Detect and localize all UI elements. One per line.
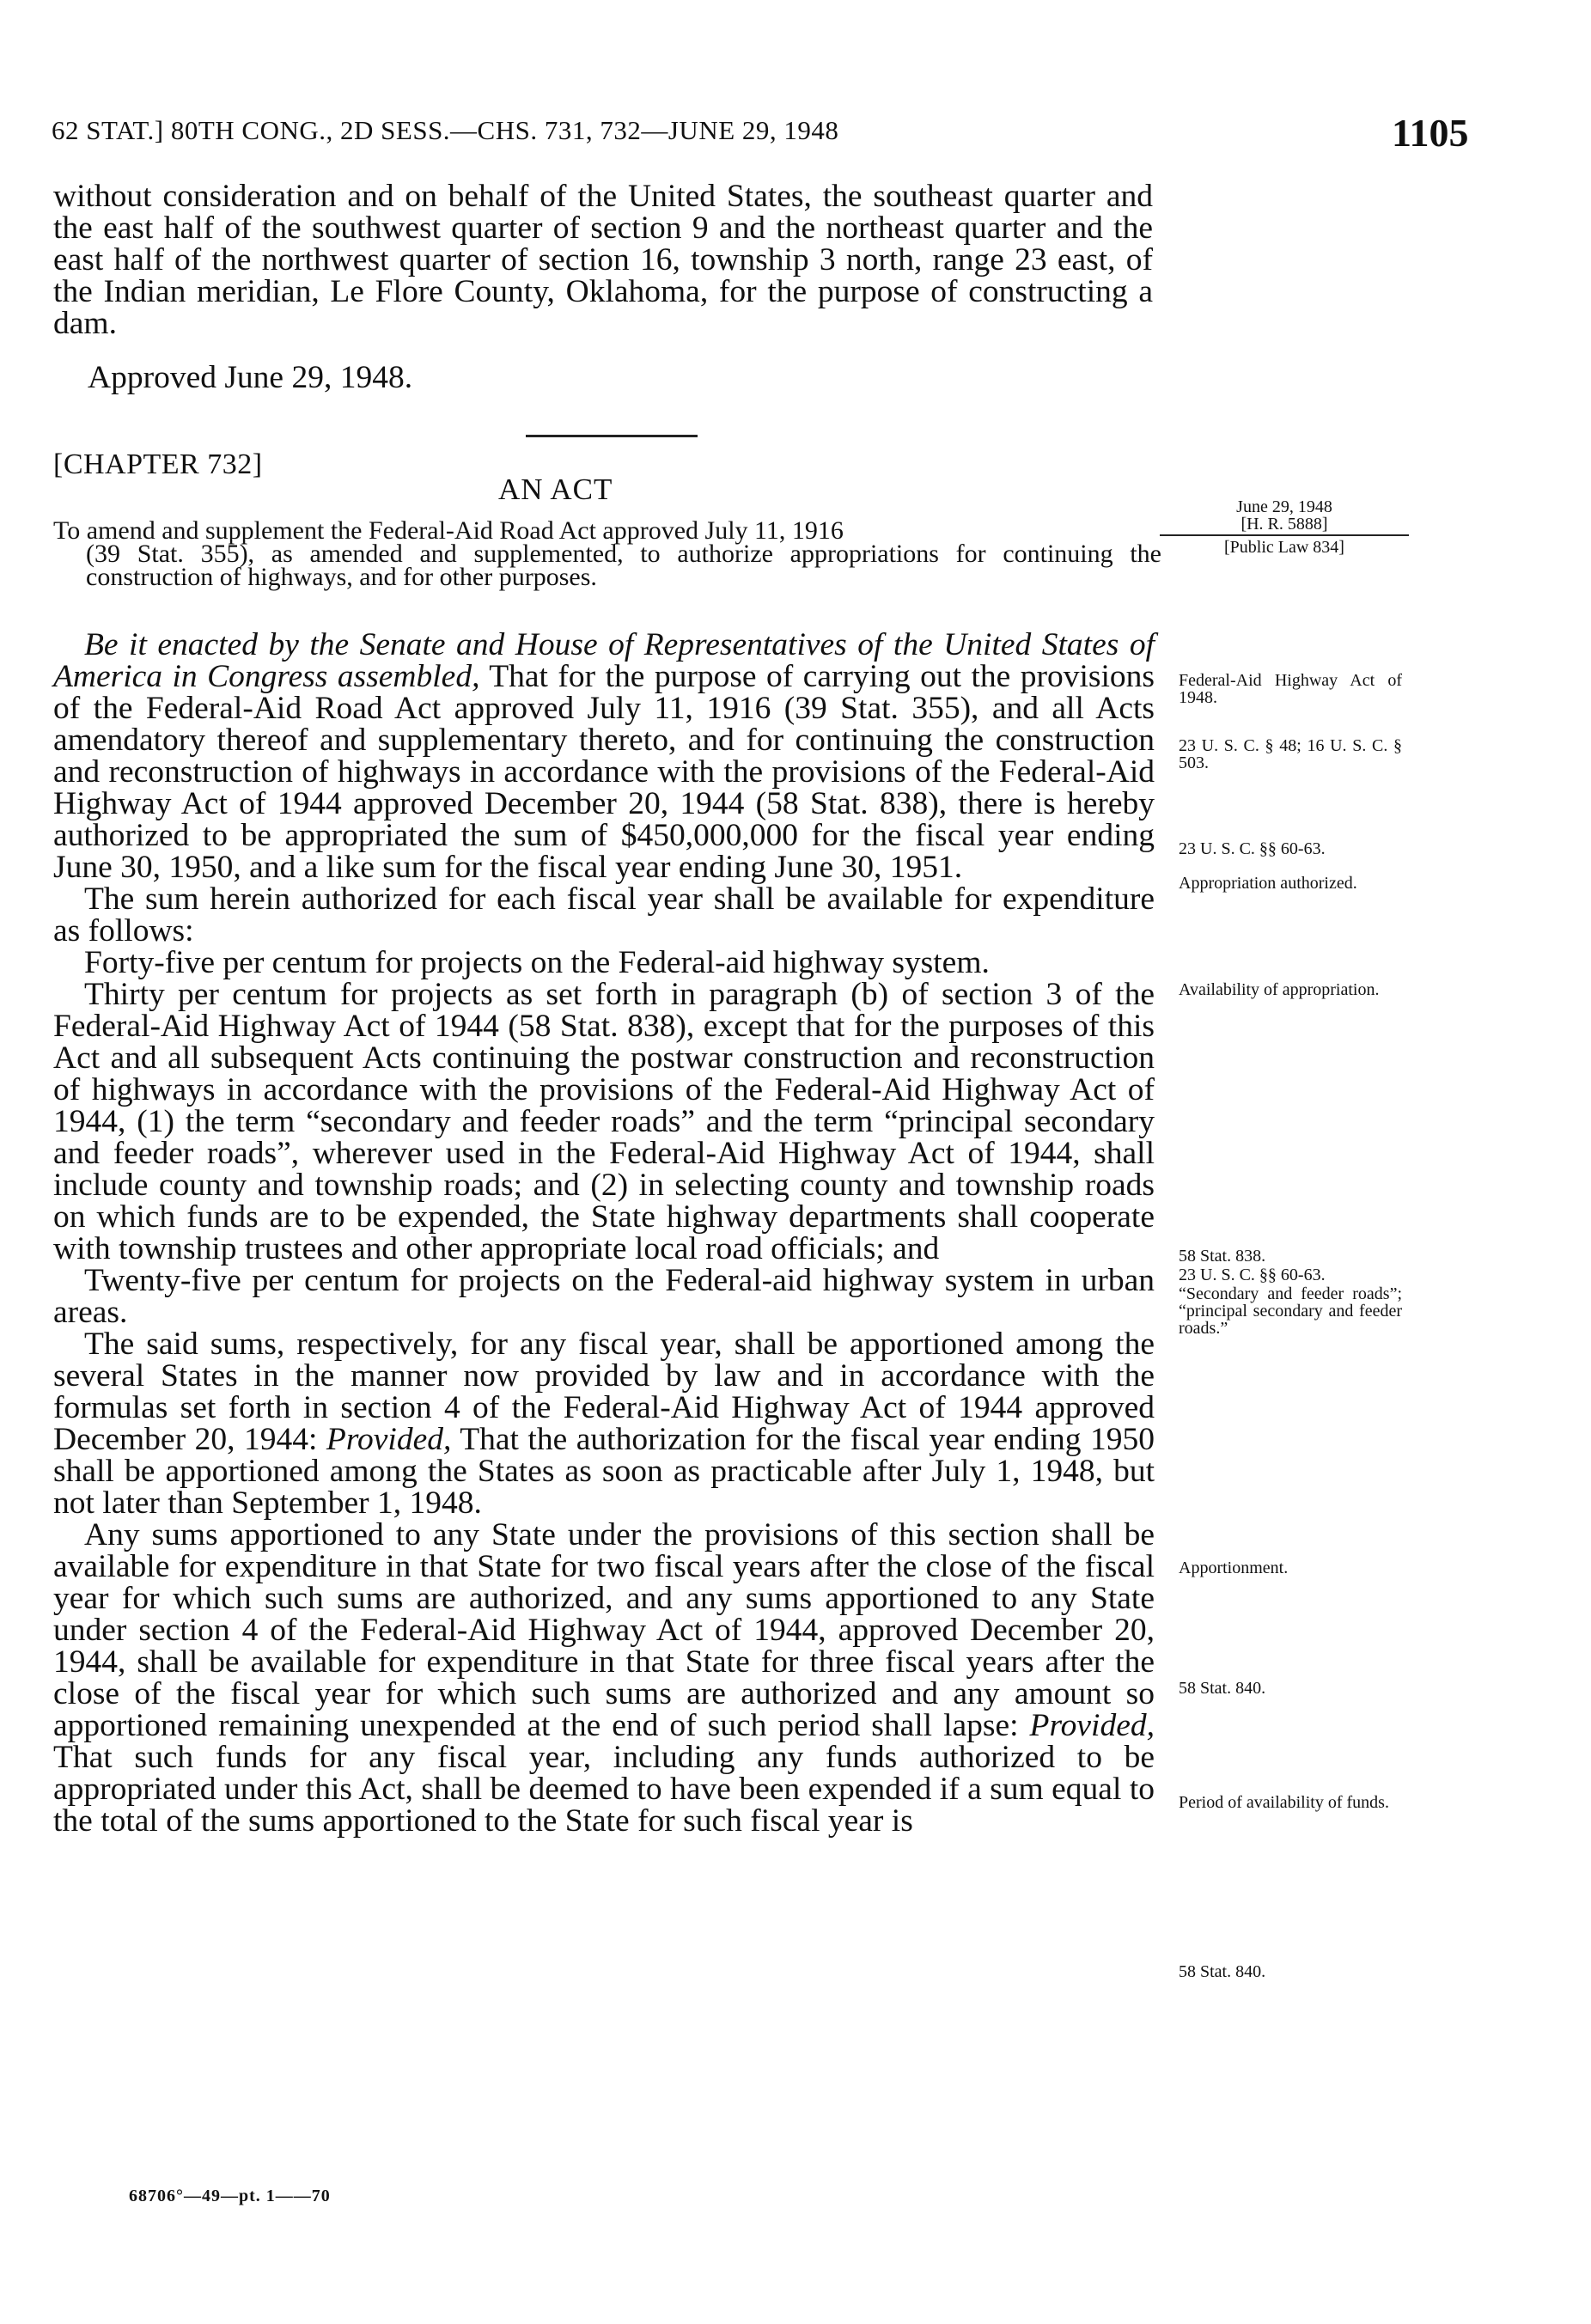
page-header [52, 110, 1469, 155]
sidenote-period: Period of availability of funds. [1179, 1793, 1389, 1812]
sidenote-appropriation: Appropriation authorized. [1179, 874, 1357, 893]
top-paragraph: without consideration and on behalf of the United States, the southeast quarter and the east half of the southwest quarter of section 9 and the northeast quarter and the east half of the northwest quarter of section 16, township 3 north, range 23 east, of the Indian meridian, Le Flore County, Oklahoma, for the purpose of constructing a dam. [53, 179, 1153, 341]
chapter-label: [CHAPTER 732] [53, 448, 263, 480]
sidenote-federal-aid: Federal-Aid Highway Act of 1948. [1179, 671, 1402, 707]
sidenote-58-stat-840-b: 58 Stat. 840. [1179, 1962, 1266, 1981]
act-body [53, 629, 1155, 1837]
section-divider [526, 435, 698, 437]
sidenote-58-stat-840-a: 58 Stat. 840. [1179, 1679, 1266, 1698]
thirty-percent-paragraph: Thirty per centum for projects as set forth in paragraph (b) of section 3 of the Federal-Aid Highway Act of 1944 (58 Stat. 838), except that for the purposes of this Act and all subsequent Acts continuing the postwar construction and reconstruction of highways in accordance with the provisions of the Federal-Aid Highway Act of 1944, (1) the term “secondary and feeder roads” and the term “principal secondary and feeder roads”, wherever used in the Federal-Aid Highway Act of 1944, shall include county and township roads; and (2) in selecting county and township roads on which funds are to be expended, the State highway departments shall cooperate with township trustees and other appropriate local road officials; and [53, 977, 1155, 1266]
bill-number: [H. R. 5888] [1240, 515, 1328, 534]
enacting-clause [53, 629, 1155, 883]
act-title [53, 516, 1161, 591]
twenty-five-percent-paragraph: Twenty-five per centum for projects on the Federal-aid highway system in urban areas. [53, 1263, 1155, 1330]
act-title-first-line: To amend and supplement the Federal-Aid Road Act approved July 11, 1916 [53, 516, 844, 545]
sidenote-terms: “Secondary and feeder roads”; “principal secondary and feeder roads.” [1179, 1284, 1402, 1338]
running-head: 62 STAT.] 80TH CONG., 2D SESS.—CHS. 731, 732—JUNE 29, 1948 [52, 115, 839, 145]
chapter-731-continuation [53, 180, 1153, 339]
sidenote-availability: Availability of appropriation. [1179, 980, 1380, 999]
availability-period-paragraph: Any sums apportioned to any State under the provisions of this section shall be available for expenditure in that State for two fiscal years after the close of the fiscal year for which such sums are authorized, and any sums apportioned to any State under section 4 of the Federal-Aid Highway Act of 1944, approved December 20, 1944, shall be available for expenditure in that State for three fiscal years after the close of the fiscal year for which such sums are authorized and any amount so apportioned remaining unexpended at the end of such period shall lapse: Provided, That such funds for any fiscal year, including any funds authorized to be appropriated under this Act, shall be deemed to have been expended if a sum equal to the total of the sums apportioned to the State for such fiscal year is [53, 1517, 1155, 1839]
sidenote-apportionment: Apportionment. [1179, 1558, 1289, 1577]
print-signature: 68706°—49—pt. 1——70 [129, 2187, 331, 2205]
sidenote-58-stat-838: 58 Stat. 838. [1179, 1247, 1266, 1266]
act-heading: AN ACT [498, 473, 613, 506]
forty-five-percent-paragraph: Forty-five per centum for projects on the Federal-aid highway system. [84, 945, 990, 980]
page-number: 1105 [1392, 111, 1469, 155]
enacting-text: That for the purpose of carrying out the provisions of the Federal-Aid Road Act approved July 11, 1916 (39 Stat. 355), and all Acts amendatory thereof and supplementary thereto, and for continuing the construction and reconstruction of highways in accordance with the provisions of the Federal-Aid Highway Act of 1944 approved December 20, 1944 (58 Stat. 838), there is hereby authorized to be appropriated the sum of $450,000,000 for the fiscal year ending June 30, 1950, and a like sum for the fiscal year ending June 30, 1951. [53, 659, 1155, 885]
act-title-continuation: (39 Stat. 355), as amended and supplemented, to authorize appropriations for continuing the construction of highways, and for other purposes. [86, 540, 1161, 591]
sidenote-usc-60-63: 23 U. S. C. §§ 60-63. [1179, 1266, 1326, 1284]
public-law-divider [1160, 534, 1409, 536]
availability-paragraph: The sum herein authorized for each fiscal year shall be available for expenditure as follows: [53, 881, 1155, 949]
sidenote-usc-48: 23 U. S. C. § 48; 16 U. S. C. § 503. [1179, 736, 1402, 772]
enacting-formula: Be it enacted by the Senate and House of Representatives of the United States of America in Congress assembled, [53, 627, 1155, 694]
apportionment-paragraph: The said sums, respectively, for any fiscal year, shall be apportioned among the several States in the manner now provided by law and in accordance with the formulas set forth in section 4 of the Federal-Aid Highway Act of 1944 approved December 20, 1944: Provided, That the authorization for the fiscal year ending 1950 shall be apportioned among the States as soon as practicable after July 1, 1948, but not later than September 1, 1948. [53, 1327, 1155, 1521]
enactment-date: June 29, 1948 [1236, 497, 1332, 516]
sidenote-usc-60: 23 U. S. C. §§ 60-63. [1179, 839, 1326, 858]
public-law-number: [Public Law 834] [1224, 538, 1344, 557]
public-law-note [1160, 498, 1409, 556]
approval-date: Approved June 29, 1948. [88, 360, 413, 395]
